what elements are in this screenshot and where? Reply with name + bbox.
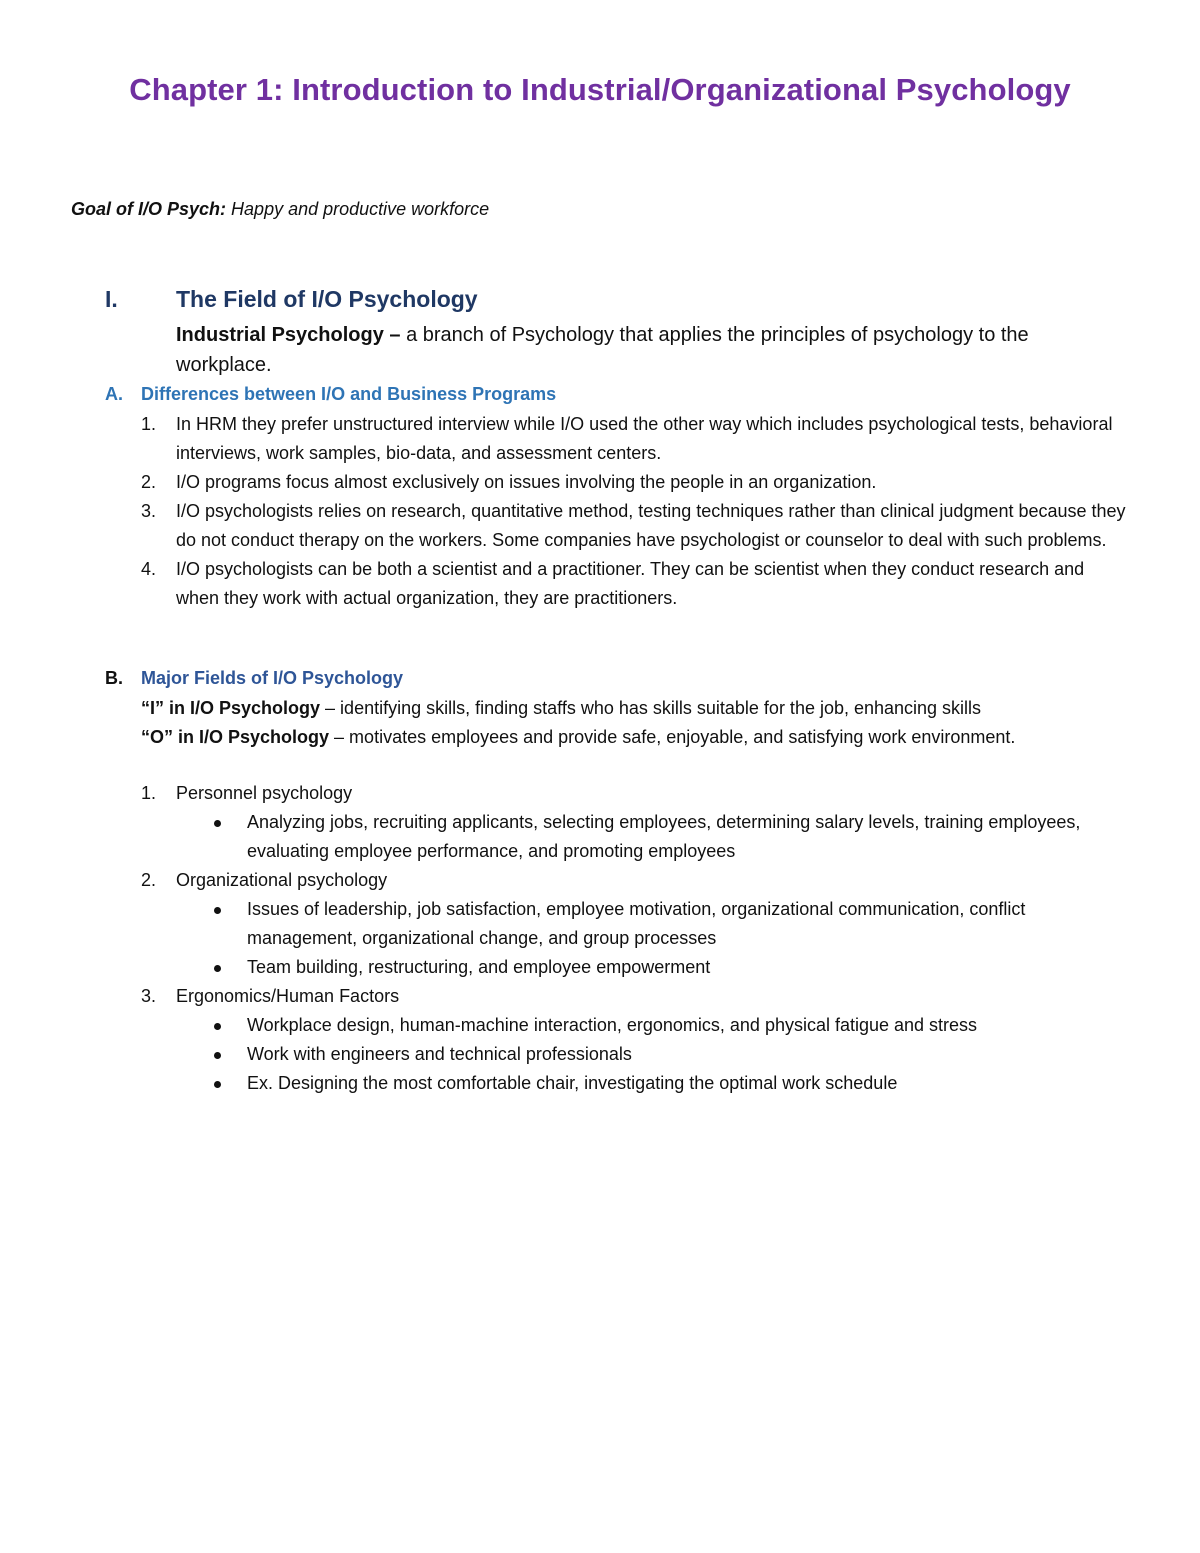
field-number: 2. [141, 870, 157, 890]
o-text: – motivates employees and provide safe, enjoyable, and satisfying work environment. [329, 727, 1016, 747]
bullet-icon [214, 820, 221, 827]
major-fields-list [141, 779, 1131, 1098]
goal-label: Goal of I/O Psych [71, 199, 221, 219]
field-name: Organizational psychology [176, 870, 388, 890]
list-item-number: 1. [141, 414, 157, 434]
bullet-item [176, 1011, 1131, 1040]
goal-text: Happy and productive workforce [226, 199, 490, 219]
bullet-item [176, 808, 1131, 866]
bullet-icon [214, 1081, 221, 1088]
list-item [141, 410, 1131, 468]
list-item-text: In HRM they prefer unstructured interview while I/O used the other way which includes psychological tests, behavioral interviews, work samples, bio-data, and assessment centers. [176, 414, 1113, 463]
bullet-text: Team building, restructuring, and employee empowerment [247, 957, 711, 977]
field-item [141, 779, 1131, 866]
subsection-a-letter: A. [105, 384, 123, 404]
field-item [141, 866, 1131, 982]
bullet-icon [214, 1023, 221, 1030]
i-term: “I” in I/O Psychology [141, 698, 321, 718]
subsection-b-heading: Major Fields of I/O Psychology [141, 668, 404, 688]
bullet-item [176, 1040, 1131, 1069]
i-definition-line [141, 694, 1141, 723]
differences-list [141, 410, 1131, 613]
list-item [141, 468, 1131, 497]
goal-line [71, 199, 489, 220]
section-1-numeral: I. [105, 286, 118, 312]
bullet-item [176, 895, 1131, 953]
list-item [141, 497, 1131, 555]
field-name: Ergonomics/Human Factors [176, 986, 400, 1006]
bullet-icon [214, 907, 221, 914]
bullet-item [176, 1069, 1131, 1098]
goal-separator: : [220, 199, 227, 219]
bullet-item [176, 953, 1131, 982]
bullet-text: Workplace design, human-machine interaction, ergonomics, and physical fatigue and stress [247, 1015, 978, 1035]
bullet-text: Analyzing jobs, recruiting applicants, selecting employees, determining salary levels, training employees, evaluating employee performance, and promoting employees [247, 812, 1081, 861]
bullet-icon [214, 1052, 221, 1059]
industrial-psychology-definition [176, 320, 1116, 380]
field-number: 3. [141, 986, 157, 1006]
bullet-text: Issues of leadership, job satisfaction, employee motivation, organizational communication, conflict management, organizational change, and group processes [247, 899, 1026, 948]
field-item [141, 982, 1131, 1098]
i-text: – identifying skills, finding staffs who has skills suitable for the job, enhancing skills [320, 698, 982, 718]
subsection-a-heading: Differences between I/O and Business Programs [141, 384, 557, 404]
list-item-number: 4. [141, 559, 157, 579]
field-bullets [176, 895, 1131, 982]
field-bullets [176, 808, 1131, 866]
bullet-text: Work with engineers and technical professionals [247, 1044, 632, 1064]
bullet-icon [214, 965, 221, 972]
definition-text: a branch of Psychology that applies the principles of psychology to the workplace. [176, 324, 1029, 376]
section-1-heading: The Field of I/O Psychology [176, 286, 478, 312]
field-name: Personnel psychology [176, 783, 353, 803]
list-item-number: 2. [141, 472, 157, 492]
io-definitions [141, 694, 1141, 752]
o-term: “O” in I/O Psychology [141, 727, 330, 747]
bullet-text: Ex. Designing the most comfortable chair, investigating the optimal work schedule [247, 1073, 898, 1093]
list-item-text: I/O psychologists can be both a scientist and a practitioner. They can be scientist when they conduct research and when they work with actual organization, they are practitioners. [176, 559, 1085, 608]
o-definition-line [141, 723, 1141, 752]
chapter-title: Chapter 1: Introduction to Industrial/Organizational Psychology [129, 72, 1071, 107]
list-item [141, 555, 1131, 613]
list-item-number: 3. [141, 501, 157, 521]
list-item-text: I/O psychologists relies on research, quantitative method, testing techniques rather than clinical judgment because they do not conduct therapy on the workers. Some companies have psychologist or counselor to deal with such problems. [176, 501, 1126, 550]
subsection-b-letter: B. [105, 668, 123, 688]
field-bullets [176, 1011, 1131, 1098]
field-number: 1. [141, 783, 157, 803]
definition-term: Industrial Psychology – [176, 324, 401, 346]
list-item-text: I/O programs focus almost exclusively on issues involving the people in an organization. [176, 472, 877, 492]
